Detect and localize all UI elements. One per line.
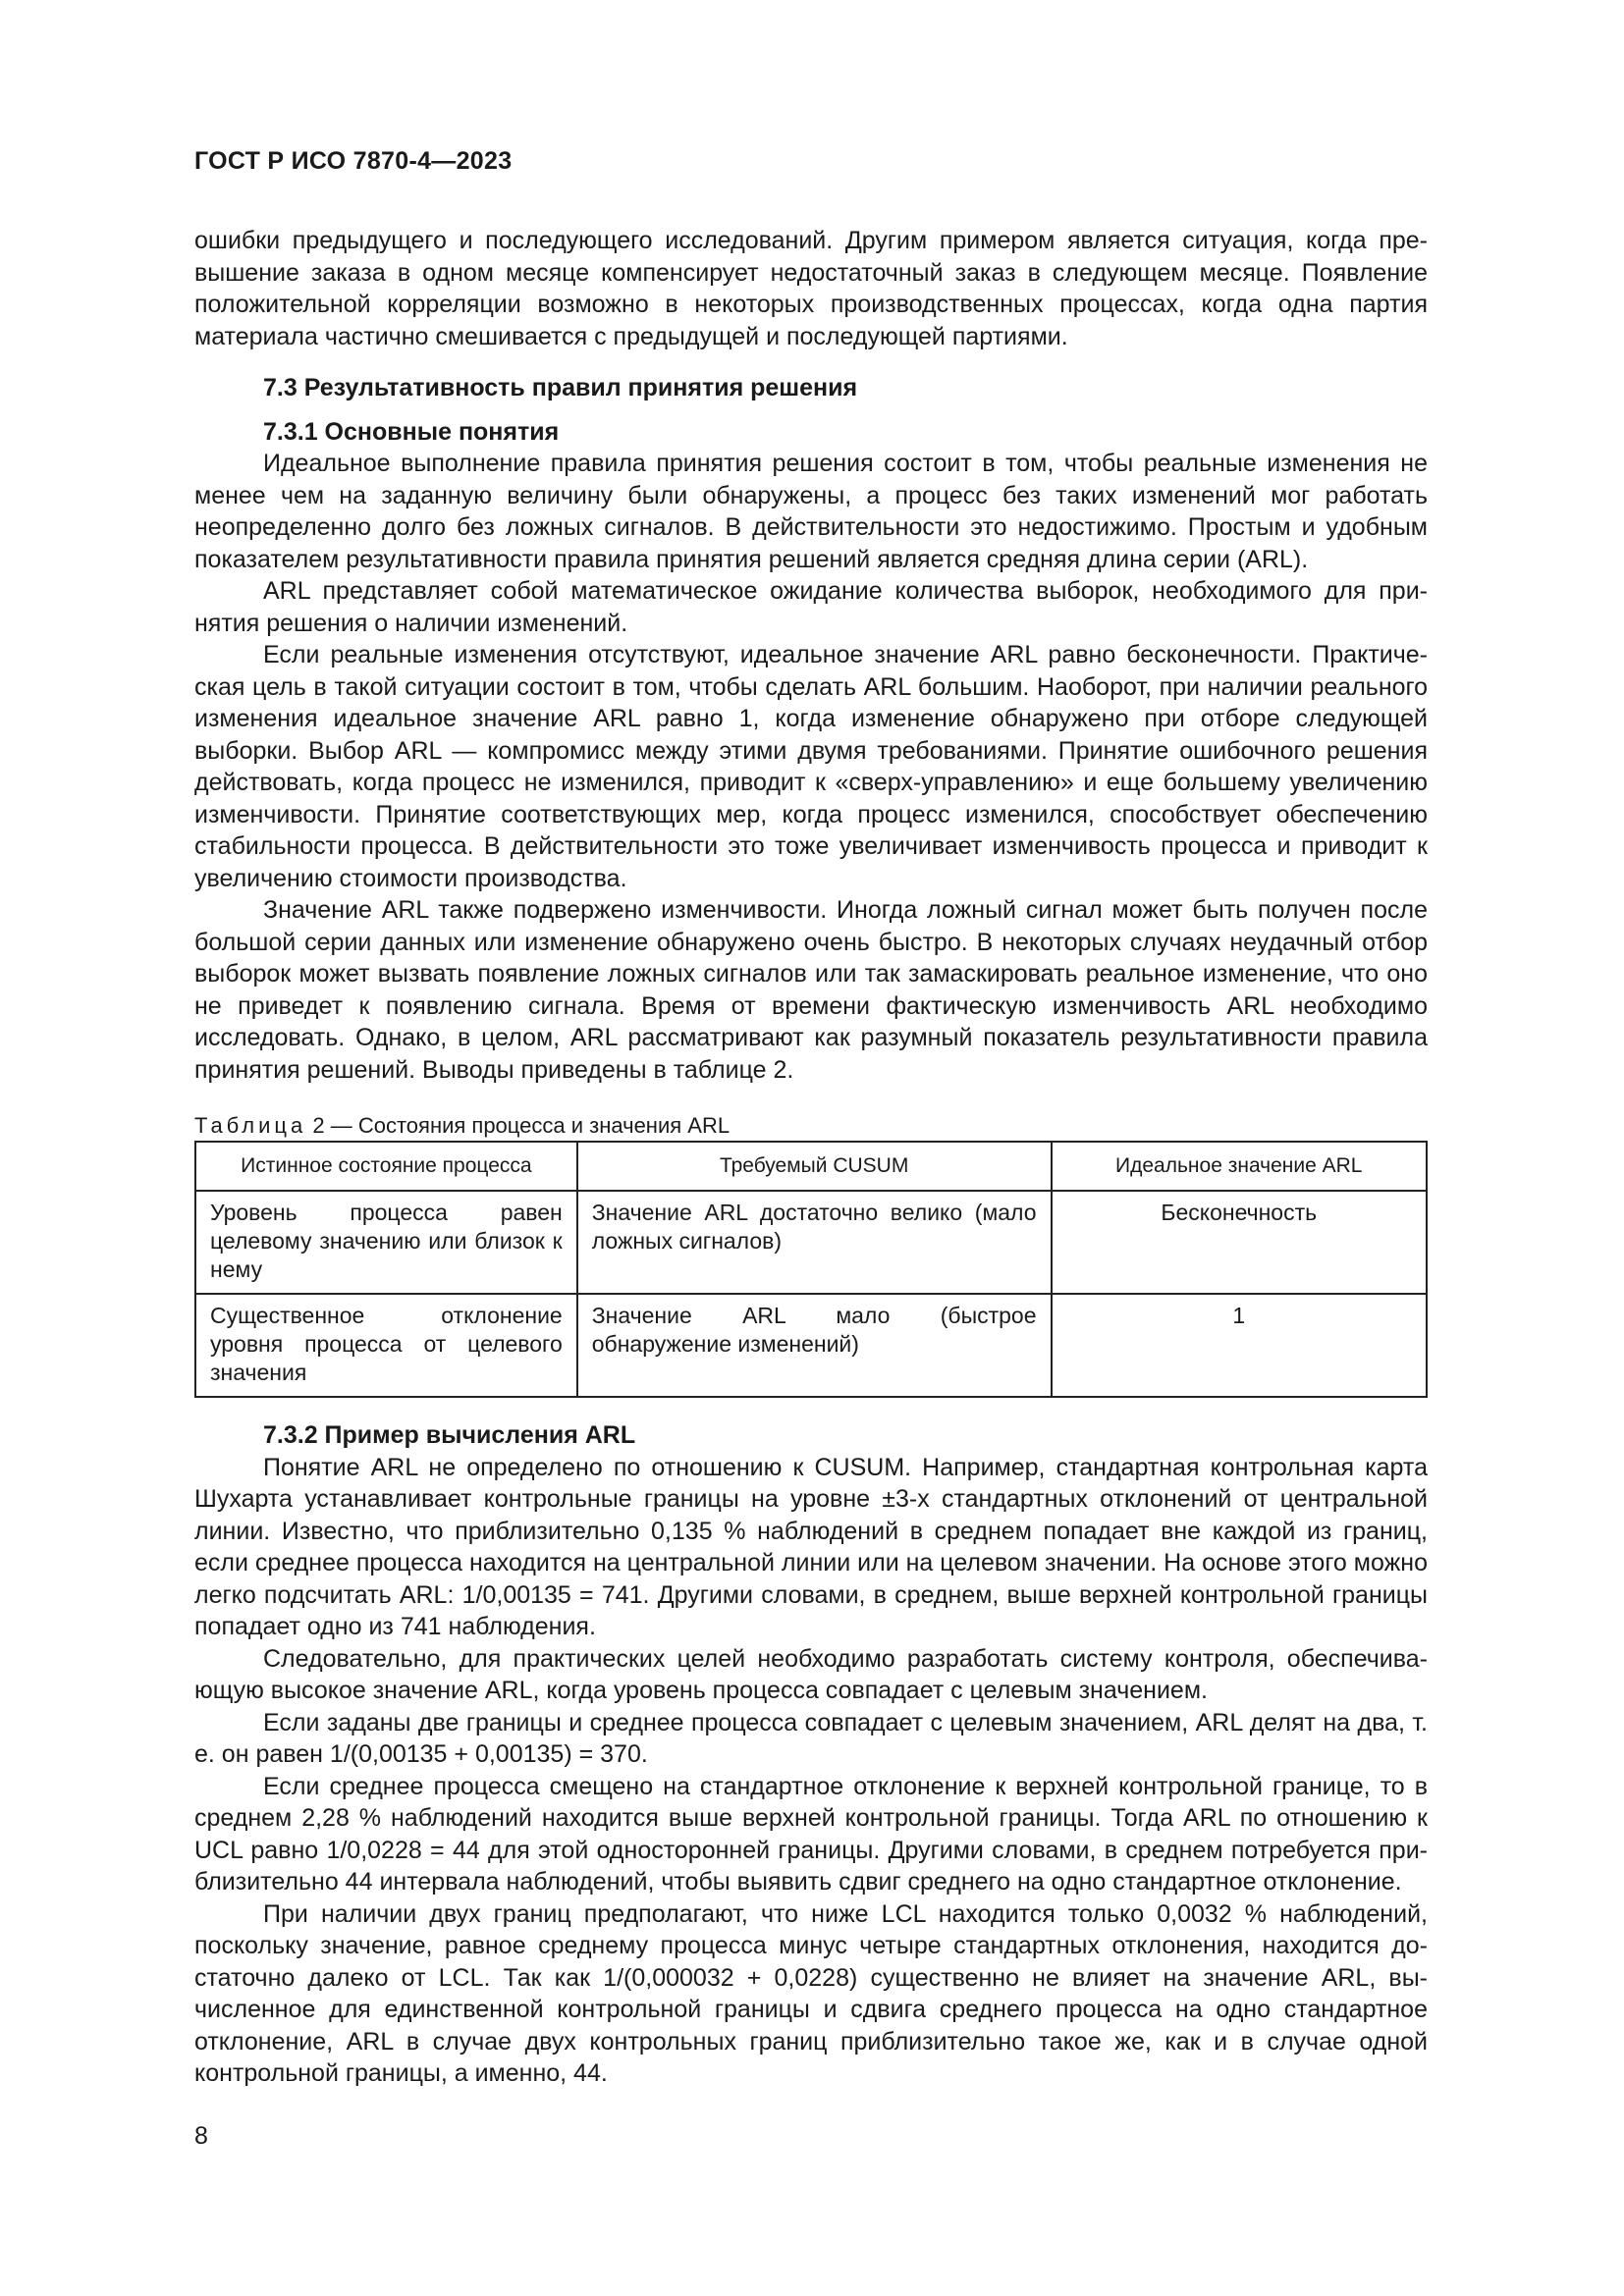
column-header: Требуемый CUSUM <box>577 1142 1052 1191</box>
arl-table <box>194 1141 1428 1398</box>
document-body <box>194 225 1428 2090</box>
section-7-3-2-heading: 7.3.2 Пример вычисления ARL <box>263 1421 636 1449</box>
intro-paragraph: ошибки предыдущего и последующего исследований. Другим примером является ситуация, когда превышение заказа в одном месяце компенсирует недостаточный заказ в следующем месяце. Появление положительной корреляции возможно в некоторых производственных процессах, когда одна партия материала частично смешивается с предыдущей и последующей партиями. <box>194 227 1428 350</box>
table-cell: 1 <box>1052 1294 1427 1397</box>
table-row <box>195 1191 1427 1294</box>
table-row <box>195 1294 1427 1397</box>
table-cell: Значение ARL мало (быстрое обнаружение изменений) <box>577 1294 1052 1397</box>
paragraph: Если среднее процесса смещено на стандартное отклонение к верхней контрольной границе, то в среднем 2,28 % наблюдений находится выше верхней контрольной границы. Тогда ARL по отношению к UCL равно 1/0,0228 = 44 для этой односторонней границы. Другими словами, в среднем потребуется приблизительно 44 интервала наблюдений, чтобы выявить сдвиг среднего на одно стандартное отклонение. <box>194 1772 1428 1896</box>
section-7-3-1-heading: 7.3.1 Основные понятия <box>263 417 560 446</box>
paragraph: При наличии двух границ предполагают, что ниже LCL находится только 0,0032 % наблюдений, поскольку значение, равное среднему процесса минус четыре стандартных отклонения, находится достаточно далеко от LCL. Так как 1/(0,000032 + 0,0228) существенно не влияет на значение ARL, вычисленное для единственной контрольной границы и сдвига среднего процесса на одно стандартное отклонение, ARL в случае двух контрольных границ приблизительно такое же, как и в случае одной контрольной границы, а именно, 44. <box>194 1899 1428 2087</box>
document-header: ГОСТ Р ИСО 7870-4—2023 <box>194 147 513 175</box>
paragraph: Если заданы две границы и среднее процесса совпадает с целевым значением, ARL делят на два, т. е. он равен 1/(0,00135 + 0,00135) = 370. <box>194 1708 1428 1768</box>
table-caption-word: Таблица <box>194 1113 307 1138</box>
page-number: 8 <box>194 2122 208 2150</box>
column-header: Идеальное значение ARL <box>1052 1142 1427 1191</box>
paragraph: Значение ARL также подвержено изменчивости. Иногда ложный сигнал может быть получен после большой серии данных или изменение обнаружено очень быстро. В некоторых случаях неудачный отбор выборок может вызвать появление ложных сигналов или так замаскировать реальное изменение, что оно не приведет к появлению сигнала. Время от времени фактическую изменчивость ARL необходимо исследовать. Однако, в целом, ARL рассматривают как разумный показатель результативности правила принятия решений. Выводы приведены в таблице 2. <box>194 896 1428 1084</box>
table-cell: Значение ARL достаточно велико (мало ложных сигналов) <box>577 1191 1052 1294</box>
section-7-3-heading: 7.3 Результативность правил принятия решения <box>263 374 858 401</box>
table-cell: Уровень процесса равен целевому значению или близок к нему <box>195 1191 577 1294</box>
paragraph: ARL представляет собой математическое ожидание количества выборок, необходимого для принятия решения о наличии изменений. <box>194 577 1428 637</box>
paragraph: Следовательно, для практических целей необходимо разработать систему контроля, обеспечивающую высокое значение ARL, когда уровень процесса совпадает с целевым значением. <box>194 1644 1428 1704</box>
table-caption-text: 2 — Состояния процесса и значения ARL <box>306 1113 731 1138</box>
paragraph: Понятие ARL не определено по отношению к CUSUM. Например, стандартная контрольная карта Шухарта устанавливает контрольные границы на уровне ±3-х стандартных отклонений от центральной линии. Известно, что приблизительно 0,135 % наблюдений в среднем попадает вне каждой из границ, если среднее процесса находится на центральной линии или на целевом значении. На основе этого можно легко подсчитать ARL: 1/0,00135 = 741. Другими словами, в среднем, выше верхней контрольной границы попадает одно из 741 наблюдения. <box>194 1453 1428 1640</box>
column-header: Истинное состояние процесса <box>195 1142 577 1191</box>
paragraph: Если реальные изменения отсутствуют, идеальное значение ARL равно бесконечности. Практическая цель в такой ситуации состоит в том, чтобы сделать ARL большим. Наоборот, при наличии реального изменения идеальное значение ARL равно 1, когда изменение обнаружено при отборе следующей выборки. Выбор ARL — компромисс между этими двумя требованиями. Принятие ошибочного решения действовать, когда процесс не изменился, приводит к «сверх-управлению» и еще большему увеличению изменчивости. Принятие соответствующих мер, когда процесс изменился, способствует обеспечению стабильности процесса. В действительности это тоже увеличивает изменчивость процесса и приводит к увеличению стоимости производства. <box>194 641 1428 892</box>
table-cell: Существенное отклонение уровня процесса от целевого значения <box>195 1294 577 1397</box>
table-cell: Бесконечность <box>1052 1191 1427 1294</box>
paragraph: Идеальное выполнение правила принятия решения состоит в том, чтобы реальные изменения не менее чем на заданную величину были обнаружены, а процесс без таких изменений мог работать неопределенно долго без ложных сигналов. В действительности это недостижимо. Простым и удобным показателем результативности правила принятия решений является средняя длина серии (ARL). <box>194 450 1428 573</box>
table-header-row <box>195 1142 1427 1191</box>
table-caption <box>194 1111 1428 1141</box>
